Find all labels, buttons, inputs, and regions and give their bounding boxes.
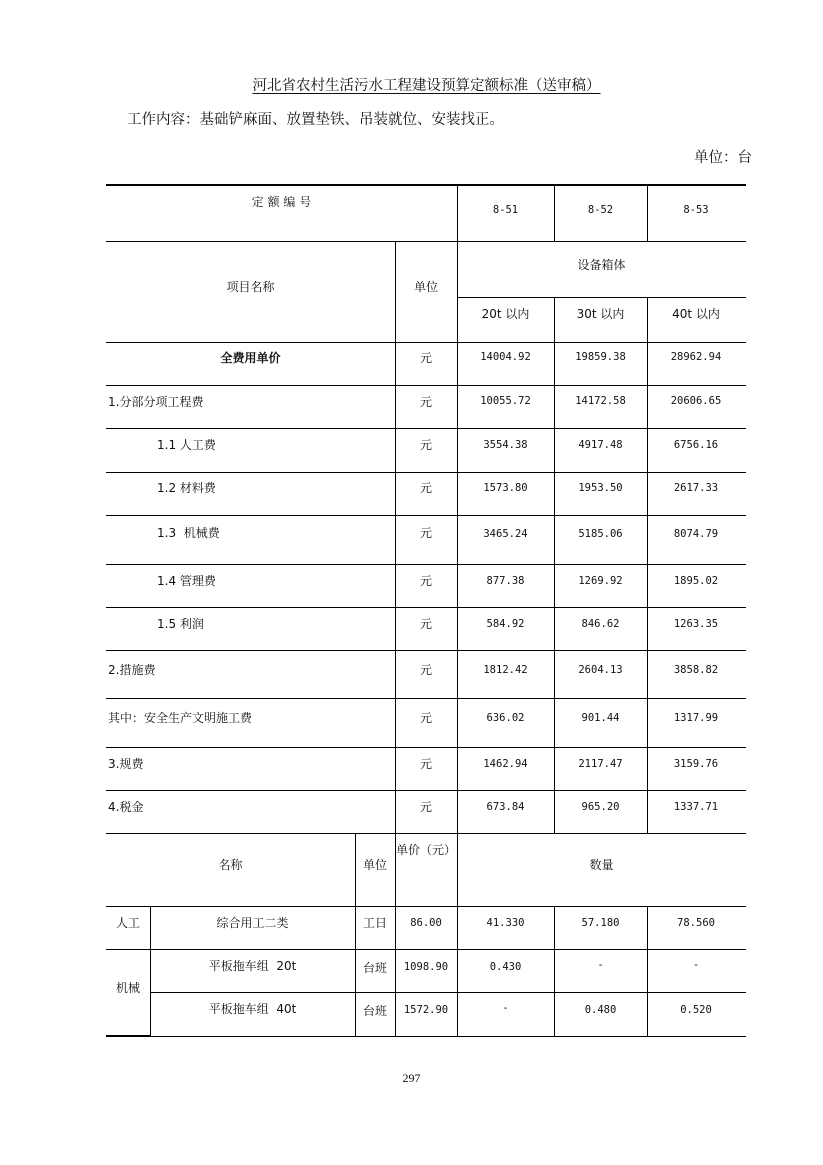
- rule: [106, 747, 746, 748]
- resource-value: 0.430: [489, 961, 522, 973]
- resource-value: 78.560: [677, 917, 715, 929]
- group-label: 设备箱体: [577, 258, 626, 272]
- row-unit: 元: [419, 617, 432, 631]
- row-value: 901.44: [581, 712, 620, 724]
- resource-value: -: [692, 959, 700, 971]
- row-value: 19859.38: [575, 351, 626, 363]
- rule: [150, 992, 746, 993]
- rule: [106, 342, 746, 343]
- document-title-text: 河北省农村生活污水工程建设预算定额标准（送审稿）: [252, 78, 601, 94]
- row-name: 1.分部分项工程费: [108, 395, 204, 409]
- quota-code: 8-53: [683, 204, 709, 216]
- rule: [457, 297, 746, 298]
- resource-name-label: 名称: [218, 858, 243, 872]
- document-title: [0, 74, 823, 95]
- resource-value: 0.520: [680, 1004, 712, 1016]
- resource-category: 机械: [115, 981, 140, 995]
- rule: [106, 650, 746, 651]
- row-value: 636.02: [486, 712, 525, 724]
- row-value: 846.62: [581, 618, 620, 630]
- resource-quantity-label: 数量: [589, 858, 614, 872]
- rule: [106, 607, 746, 608]
- rule: [106, 698, 746, 699]
- rule: [106, 515, 746, 516]
- rule: [106, 385, 746, 386]
- rule: [106, 564, 746, 565]
- resource-name: 平板拖车组 40t: [208, 1002, 297, 1016]
- rule: [106, 833, 746, 834]
- table-border-bottom: [106, 1035, 150, 1037]
- row-unit: 元: [419, 663, 432, 677]
- row-value: 877.38: [486, 575, 525, 587]
- table-border-top: [106, 184, 746, 186]
- rule: [150, 1036, 746, 1037]
- row-name: 3.规费: [108, 757, 144, 771]
- rule: [106, 790, 746, 791]
- row-unit: 元: [419, 574, 432, 588]
- row-value: 1263.35: [673, 618, 719, 630]
- row-value: 3159.76: [673, 758, 719, 770]
- resource-unit: 台班: [362, 1004, 387, 1018]
- sub-label: 30t 以内: [576, 307, 625, 321]
- row-value: 2117.47: [578, 758, 623, 770]
- resource-unit: 台班: [362, 961, 387, 975]
- row-value: 4917.48: [578, 439, 623, 451]
- quota-code: 8-51: [492, 204, 519, 216]
- row-unit: 元: [419, 395, 432, 409]
- unit-column-label: 单位: [413, 280, 438, 294]
- resource-unit: 工日: [362, 916, 387, 930]
- row-name: 全费用单价: [220, 351, 281, 365]
- row-value: 1317.99: [673, 712, 719, 724]
- row-value: 1953.50: [578, 482, 623, 494]
- row-value: 584.92: [486, 618, 525, 630]
- row-value: 3554.38: [483, 439, 528, 451]
- row-value: 8074.79: [673, 528, 719, 540]
- row-unit: 元: [419, 711, 432, 725]
- resource-value: -: [502, 1002, 509, 1014]
- row-value: 1895.02: [673, 575, 719, 587]
- work-content: 工作内容：基础铲麻面、放置垫铁、吊装就位、安装找正。: [127, 112, 504, 128]
- row-value: 3465.24: [483, 528, 528, 540]
- row-name: 4.税金: [108, 800, 144, 814]
- row-name: 其中：安全生产文明施工费: [108, 711, 253, 725]
- resource-price: 1572.90: [403, 1004, 449, 1016]
- rule: [647, 297, 648, 833]
- resource-price-label: 单价（元）: [395, 843, 456, 857]
- resource-value: 41.330: [486, 917, 525, 929]
- item-name-label: 项目名称: [226, 280, 275, 294]
- sub-label: 40t 以内: [672, 307, 720, 321]
- row-name: 1.3 机械费: [157, 526, 220, 540]
- rule: [106, 949, 746, 950]
- row-name: 1.2 材料费: [157, 481, 216, 495]
- row-value: 5185.06: [578, 528, 623, 540]
- row-value: 2604.13: [578, 664, 623, 676]
- row-value: 14004.92: [480, 351, 531, 363]
- resource-name: 综合用工二类: [216, 916, 289, 930]
- row-value: 1812.42: [483, 664, 528, 676]
- quota-code: 8-52: [587, 204, 614, 216]
- row-value: 10055.72: [480, 395, 531, 407]
- resource-value: -: [597, 959, 604, 971]
- row-name: 1.5 利润: [157, 617, 204, 631]
- resource-price: 1098.90: [403, 961, 449, 973]
- row-unit: 元: [419, 351, 432, 365]
- row-value: 1337.71: [673, 801, 719, 813]
- row-value: 965.20: [581, 801, 620, 813]
- resource-name: 平板拖车组 20t: [208, 959, 297, 973]
- row-value: 3858.82: [673, 664, 719, 676]
- row-unit: 元: [419, 757, 432, 771]
- row-name: 2.措施费: [108, 663, 156, 677]
- resource-category: 人工: [115, 916, 140, 930]
- row-value: 28962.94: [670, 351, 722, 363]
- rule: [106, 428, 746, 429]
- resource-price: 86.00: [410, 917, 442, 929]
- rule: [106, 906, 746, 907]
- row-value: 2617.33: [673, 482, 719, 494]
- resource-unit-label: 单位: [362, 858, 387, 872]
- sub-label: 20t 以内: [481, 307, 530, 321]
- row-name: 1.1 人工费: [157, 438, 216, 452]
- row-value: 673.84: [486, 801, 525, 813]
- resource-value: 57.180: [581, 917, 620, 929]
- unit-label: 单位：台: [694, 150, 752, 166]
- row-unit: 元: [419, 800, 432, 814]
- row-value: 1462.94: [483, 758, 528, 770]
- row-unit: 元: [419, 481, 432, 495]
- rule: [554, 297, 555, 833]
- row-value: 1269.92: [578, 575, 623, 587]
- rule: [106, 472, 746, 473]
- page-number: 297: [402, 1071, 421, 1085]
- row-unit: 元: [419, 526, 432, 540]
- resource-value: 0.480: [584, 1004, 617, 1016]
- row-value: 20606.65: [670, 395, 722, 407]
- row-value: 6756.16: [673, 439, 719, 451]
- row-value: 1573.80: [483, 482, 528, 494]
- quota-code-label: 定 额 编 号: [251, 195, 312, 209]
- row-value: 14172.58: [575, 395, 626, 407]
- row-name: 1.4 管理费: [157, 574, 216, 588]
- row-unit: 元: [419, 438, 432, 452]
- rule: [106, 241, 746, 242]
